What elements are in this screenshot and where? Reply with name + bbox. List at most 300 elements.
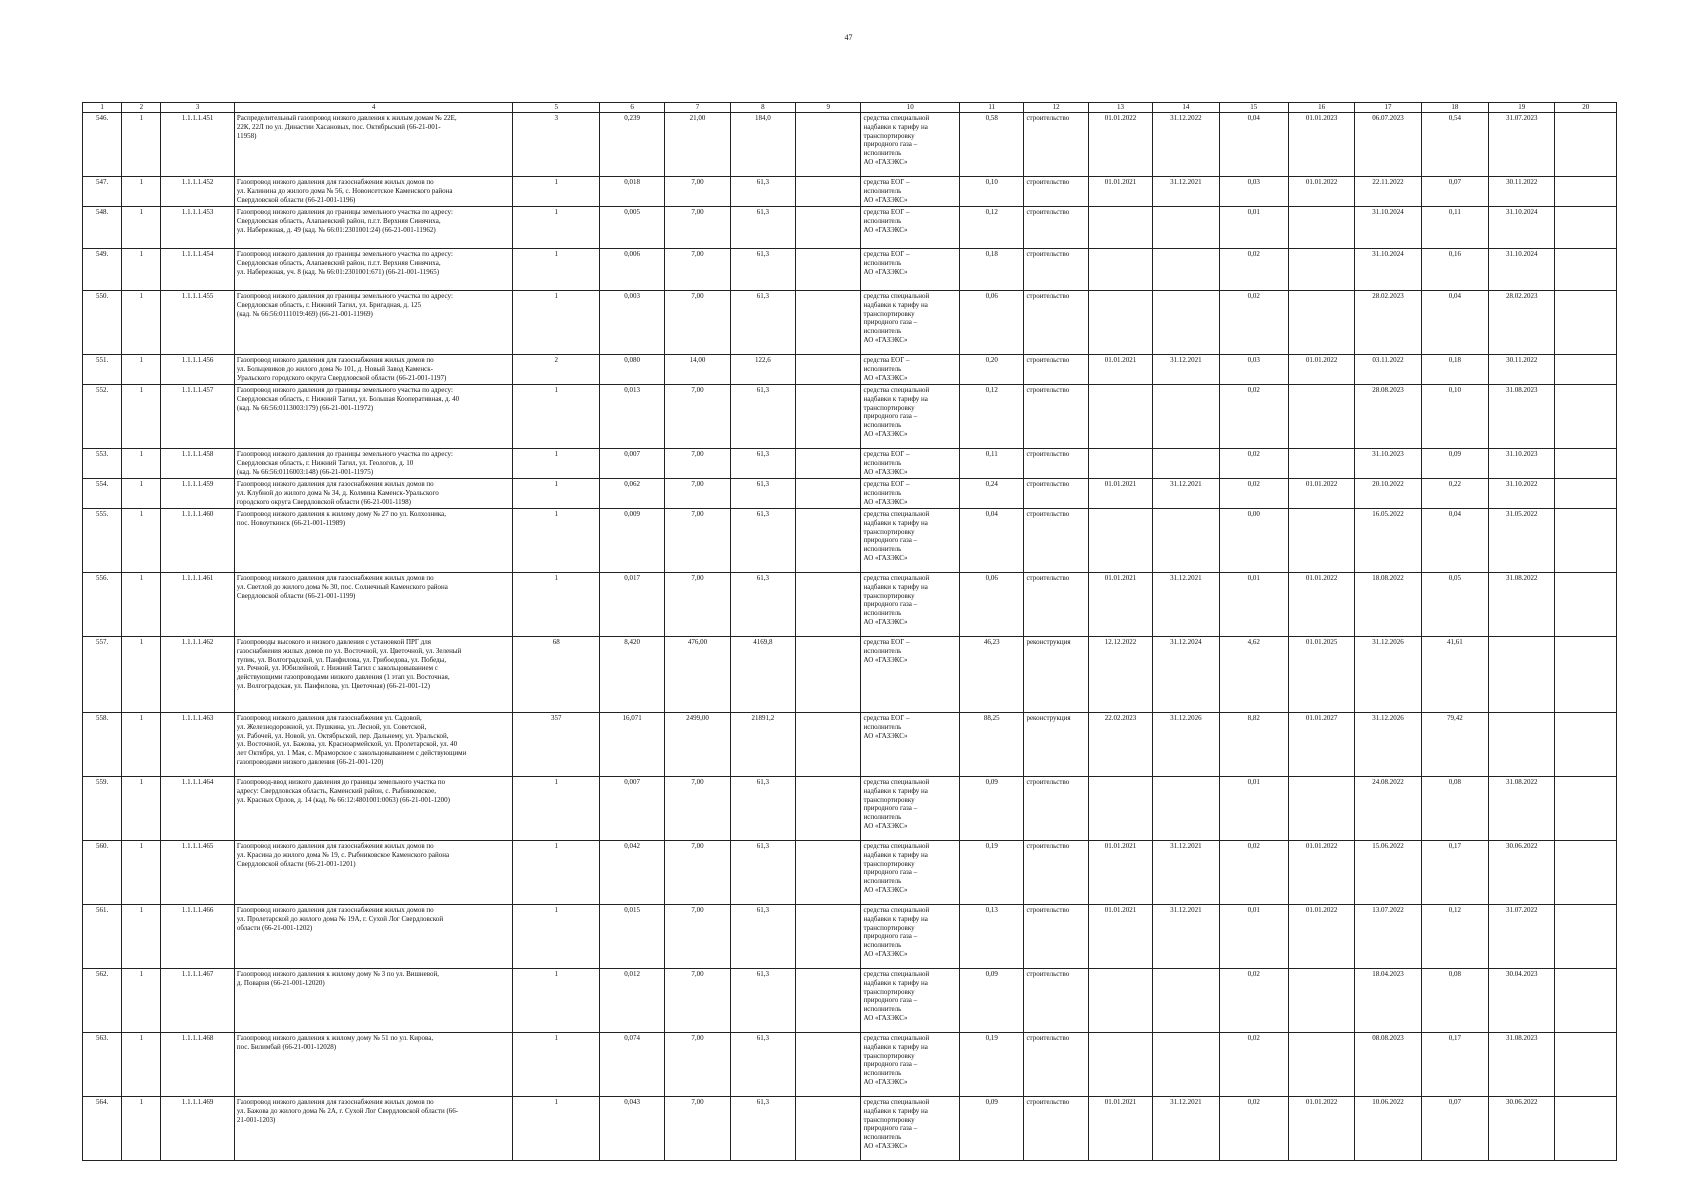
funding-source-cell: средства специальной надбавки к тарифу на транспортировку природного газа – исполнитель АО «ГАЗЭКС» — [861, 573, 960, 637]
col-5-cell: 1 — [513, 777, 600, 841]
funding-source-cell: средства ЕОГ – исполнитель АО «ГАЗЭКС» — [861, 713, 960, 777]
col-15-cell: 0,03 — [1219, 177, 1288, 207]
table-body — [83, 113, 1617, 1161]
end-date-cell: 31.12.2021 — [1153, 905, 1219, 969]
table-row — [83, 385, 1617, 449]
work-type-cell: реконструкция — [1024, 637, 1088, 713]
col-2-cell: 1 — [122, 207, 161, 249]
object-description-cell: Газопровод низкого давления для газоснабжения жилых домов по ул. Больцевиков до жилого дома № 101, д. Новый Завод Каменск- Уральского городского округа Свердловской области (66-21-001-1197) — [234, 355, 513, 385]
completion-date-cell — [1489, 713, 1555, 777]
col-2-cell: 1 — [122, 841, 161, 905]
col-7-cell: 21,00 — [665, 113, 730, 177]
start-date-cell: 01.01.2021 — [1088, 905, 1152, 969]
col-7-cell: 7,00 — [665, 905, 730, 969]
length-cell: 16,071 — [599, 713, 664, 777]
work-type-cell: строительство — [1024, 509, 1088, 573]
object-code-cell: 1.1.1.1.456 — [161, 355, 234, 385]
work-type-cell: строительство — [1024, 969, 1088, 1033]
col-9-cell — [796, 637, 861, 713]
col-9-cell — [796, 207, 861, 249]
start-date-cell — [1088, 509, 1152, 573]
object-code-cell: 1.1.1.1.468 — [161, 1033, 234, 1097]
col-8-cell: 61,3 — [730, 385, 795, 449]
col-20-cell — [1555, 573, 1617, 637]
table-row — [83, 449, 1617, 479]
col-20-cell — [1555, 1097, 1617, 1161]
col-20-cell — [1555, 713, 1617, 777]
end-date-cell — [1153, 509, 1219, 573]
col-9-cell — [796, 777, 861, 841]
col-18-cell: 0,17 — [1421, 841, 1488, 905]
col-8-cell: 61,3 — [730, 449, 795, 479]
col-7-cell: 7,00 — [665, 1033, 730, 1097]
col-7-cell: 7,00 — [665, 291, 730, 355]
object-description-cell: Газопровод низкого давления для газоснабжения ул. Садовой, ул. Железнодорожной, ул. Пушкина, ул. Лесной, ул. Советской, ул. Рабочей, ул. Новой, ул. Октябрьской, пер. Дальнему, ул. Уральской, ул. Восточной, ул. Бажова, ул. Красноармейской, ул. Пролетарской, ул. 40 лет Октября, ул. 1 Мая, с. Мраморское с закольцовыванием с действующими газопроводами низкого давления (66-21-001-120) — [234, 713, 513, 777]
row-number-cell: 554. — [83, 479, 122, 509]
table-row — [83, 479, 1617, 509]
column-number-header — [83, 103, 1617, 113]
object-description-cell: Газопровод низкого давления до границы земельного участка по адресу: Свердловская область, г. Нижний Тагил, ул. Бригадная, д. 125 (кад. № 66:56:0111019:469) (66-21-001-11969) — [234, 291, 513, 355]
col-11-cell: 0,06 — [960, 573, 1024, 637]
object-description-cell: Газопровод низкого давления до границы земельного участка по адресу: Свердловская область, Алапаевский район, п.г.т. Верхняя Синячиха, ул. Набережная, д. 49 (кад. № 66:01:2301001:24) (66-21-001-11962) — [234, 207, 513, 249]
col-11-cell: 0,24 — [960, 479, 1024, 509]
work-type-cell: строительство — [1024, 1033, 1088, 1097]
col-20-cell — [1555, 355, 1617, 385]
table-row — [83, 637, 1617, 713]
column-header-3: 3 — [161, 103, 234, 113]
col-15-cell: 0,01 — [1219, 777, 1288, 841]
start-date-cell — [1088, 385, 1152, 449]
col-9-cell — [796, 969, 861, 1033]
col-2-cell: 1 — [122, 249, 161, 291]
work-type-cell: строительство — [1024, 1097, 1088, 1161]
col-8-cell: 61,3 — [730, 207, 795, 249]
object-code-cell: 1.1.1.1.460 — [161, 509, 234, 573]
col-17-cell: 18.04.2023 — [1355, 969, 1421, 1033]
completion-date-cell: 31.10.2023 — [1489, 449, 1555, 479]
row-number-cell: 564. — [83, 1097, 122, 1161]
col-16-cell: 01.01.2022 — [1288, 573, 1354, 637]
completion-date-cell: 30.04.2023 — [1489, 969, 1555, 1033]
investment-program-table — [82, 102, 1617, 1161]
length-cell: 0,062 — [599, 479, 664, 509]
row-number-cell: 561. — [83, 905, 122, 969]
row-number-cell: 546. — [83, 113, 122, 177]
col-16-cell: 01.01.2022 — [1288, 355, 1354, 385]
col-16-cell — [1288, 777, 1354, 841]
col-5-cell: 1 — [513, 449, 600, 479]
col-2-cell: 1 — [122, 637, 161, 713]
col-18-cell: 0,05 — [1421, 573, 1488, 637]
length-cell: 0,003 — [599, 291, 664, 355]
column-header-19: 19 — [1489, 103, 1555, 113]
col-5-cell: 1 — [513, 385, 600, 449]
start-date-cell: 12.12.2022 — [1088, 637, 1152, 713]
col-7-cell: 7,00 — [665, 449, 730, 479]
col-18-cell: 0,07 — [1421, 177, 1488, 207]
work-type-cell: строительство — [1024, 249, 1088, 291]
col-17-cell: 03.11.2022 — [1355, 355, 1421, 385]
col-15-cell: 0,01 — [1219, 207, 1288, 249]
col-9-cell — [796, 449, 861, 479]
funding-source-cell: средства специальной надбавки к тарифу на транспортировку природного газа – исполнитель АО «ГАЗЭКС» — [861, 969, 960, 1033]
col-8-cell: 61,3 — [730, 841, 795, 905]
object-code-cell: 1.1.1.1.467 — [161, 969, 234, 1033]
col-17-cell: 31.10.2023 — [1355, 449, 1421, 479]
length-cell: 0,015 — [599, 905, 664, 969]
object-code-cell: 1.1.1.1.453 — [161, 207, 234, 249]
col-7-cell: 2499,00 — [665, 713, 730, 777]
object-description-cell: Газопровод низкого давления для газоснабжения жилых домов по ул. Красина до жилого дома № 19, с. Рыбниковское Каменского района Свердловской области (66-21-001-1201) — [234, 841, 513, 905]
col-9-cell — [796, 905, 861, 969]
col-7-cell: 7,00 — [665, 573, 730, 637]
col-9-cell — [796, 573, 861, 637]
object-code-cell: 1.1.1.1.455 — [161, 291, 234, 355]
col-2-cell: 1 — [122, 905, 161, 969]
col-9-cell — [796, 1033, 861, 1097]
end-date-cell: 31.12.2021 — [1153, 841, 1219, 905]
col-17-cell: 22.11.2022 — [1355, 177, 1421, 207]
length-cell: 0,007 — [599, 777, 664, 841]
start-date-cell: 01.01.2021 — [1088, 355, 1152, 385]
col-5-cell: 1 — [513, 969, 600, 1033]
column-header-15: 15 — [1219, 103, 1288, 113]
col-20-cell — [1555, 177, 1617, 207]
funding-source-cell: средства специальной надбавки к тарифу на транспортировку природного газа – исполнитель АО «ГАЗЭКС» — [861, 291, 960, 355]
col-20-cell — [1555, 207, 1617, 249]
col-17-cell: 28.02.2023 — [1355, 291, 1421, 355]
table-row — [83, 969, 1617, 1033]
length-cell: 0,042 — [599, 841, 664, 905]
start-date-cell — [1088, 777, 1152, 841]
col-16-cell — [1288, 1033, 1354, 1097]
start-date-cell — [1088, 249, 1152, 291]
col-8-cell: 61,3 — [730, 479, 795, 509]
col-17-cell: 18.08.2022 — [1355, 573, 1421, 637]
length-cell: 0,013 — [599, 385, 664, 449]
row-number-cell: 553. — [83, 449, 122, 479]
col-20-cell — [1555, 249, 1617, 291]
col-18-cell: 0,04 — [1421, 291, 1488, 355]
col-15-cell: 4,62 — [1219, 637, 1288, 713]
col-15-cell: 0,01 — [1219, 573, 1288, 637]
col-11-cell: 0,58 — [960, 113, 1024, 177]
col-16-cell: 01.01.2023 — [1288, 113, 1354, 177]
funding-source-cell: средства ЕОГ – исполнитель АО «ГАЗЭКС» — [861, 449, 960, 479]
row-number-cell: 563. — [83, 1033, 122, 1097]
col-17-cell: 31.12.2026 — [1355, 713, 1421, 777]
col-5-cell: 1 — [513, 573, 600, 637]
object-code-cell: 1.1.1.1.454 — [161, 249, 234, 291]
col-11-cell: 0,12 — [960, 385, 1024, 449]
col-11-cell: 0,10 — [960, 177, 1024, 207]
col-2-cell: 1 — [122, 713, 161, 777]
col-9-cell — [796, 713, 861, 777]
col-7-cell: 7,00 — [665, 249, 730, 291]
length-cell: 0,017 — [599, 573, 664, 637]
start-date-cell: 01.01.2021 — [1088, 1097, 1152, 1161]
col-8-cell: 61,3 — [730, 291, 795, 355]
table-row — [83, 777, 1617, 841]
table-row — [83, 573, 1617, 637]
col-15-cell: 0,01 — [1219, 905, 1288, 969]
col-16-cell — [1288, 509, 1354, 573]
column-header-4: 4 — [234, 103, 513, 113]
work-type-cell: строительство — [1024, 177, 1088, 207]
end-date-cell: 31.12.2026 — [1153, 713, 1219, 777]
funding-source-cell: средства специальной надбавки к тарифу на транспортировку природного газа – исполнитель АО «ГАЗЭКС» — [861, 385, 960, 449]
completion-date-cell: 28.02.2023 — [1489, 291, 1555, 355]
column-header-17: 17 — [1355, 103, 1421, 113]
col-20-cell — [1555, 1033, 1617, 1097]
col-16-cell — [1288, 385, 1354, 449]
column-header-9: 9 — [796, 103, 861, 113]
column-header-7: 7 — [665, 103, 730, 113]
col-2-cell: 1 — [122, 449, 161, 479]
start-date-cell: 01.01.2021 — [1088, 177, 1152, 207]
object-description-cell: Газопровод низкого давления до границы земельного участка по адресу: Свердловская область, г. Нижний Тагил, ул. Геологов, д. 10 (кад. № 66:56:0116003:148) (66-21-001-11975) — [234, 449, 513, 479]
col-16-cell — [1288, 291, 1354, 355]
column-header-14: 14 — [1153, 103, 1219, 113]
col-11-cell: 0,06 — [960, 291, 1024, 355]
col-18-cell: 0,07 — [1421, 1097, 1488, 1161]
object-code-cell: 1.1.1.1.462 — [161, 637, 234, 713]
col-17-cell: 31.12.2026 — [1355, 637, 1421, 713]
completion-date-cell: 31.10.2024 — [1489, 249, 1555, 291]
col-7-cell: 7,00 — [665, 177, 730, 207]
col-16-cell — [1288, 449, 1354, 479]
funding-source-cell: средства ЕОГ – исполнитель АО «ГАЗЭКС» — [861, 637, 960, 713]
table-row — [83, 249, 1617, 291]
col-18-cell: 0,12 — [1421, 905, 1488, 969]
object-code-cell: 1.1.1.1.465 — [161, 841, 234, 905]
col-8-cell: 61,3 — [730, 1097, 795, 1161]
object-description-cell: Газопровод низкого давления к жилому дому № 27 по ул. Колхозника, пос. Новоуткинск (66-21-001-11989) — [234, 509, 513, 573]
start-date-cell: 22.02.2023 — [1088, 713, 1152, 777]
end-date-cell — [1153, 777, 1219, 841]
page-number: 47 — [844, 33, 853, 42]
col-2-cell: 1 — [122, 1033, 161, 1097]
object-code-cell: 1.1.1.1.457 — [161, 385, 234, 449]
col-2-cell: 1 — [122, 777, 161, 841]
col-17-cell: 13.07.2022 — [1355, 905, 1421, 969]
col-7-cell: 7,00 — [665, 841, 730, 905]
col-15-cell: 0,02 — [1219, 449, 1288, 479]
completion-date-cell: 31.10.2022 — [1489, 479, 1555, 509]
col-7-cell: 14,00 — [665, 355, 730, 385]
col-11-cell: 0,19 — [960, 1033, 1024, 1097]
col-15-cell: 0,04 — [1219, 113, 1288, 177]
col-5-cell: 1 — [513, 479, 600, 509]
completion-date-cell: 30.11.2022 — [1489, 355, 1555, 385]
col-11-cell: 0,20 — [960, 355, 1024, 385]
length-cell: 0,080 — [599, 355, 664, 385]
col-15-cell: 0,02 — [1219, 841, 1288, 905]
table-row — [83, 355, 1617, 385]
col-20-cell — [1555, 969, 1617, 1033]
col-9-cell — [796, 479, 861, 509]
end-date-cell: 31.12.2024 — [1153, 637, 1219, 713]
col-5-cell: 1 — [513, 509, 600, 573]
col-17-cell: 31.10.2024 — [1355, 207, 1421, 249]
col-11-cell: 0,19 — [960, 841, 1024, 905]
col-5-cell: 3 — [513, 113, 600, 177]
col-17-cell: 08.08.2023 — [1355, 1033, 1421, 1097]
start-date-cell — [1088, 1033, 1152, 1097]
end-date-cell: 31.12.2021 — [1153, 355, 1219, 385]
end-date-cell — [1153, 249, 1219, 291]
col-2-cell: 1 — [122, 291, 161, 355]
col-2-cell: 1 — [122, 573, 161, 637]
end-date-cell — [1153, 385, 1219, 449]
col-2-cell: 1 — [122, 479, 161, 509]
work-type-cell: реконструкция — [1024, 713, 1088, 777]
end-date-cell — [1153, 449, 1219, 479]
row-number-cell: 551. — [83, 355, 122, 385]
col-18-cell: 41,61 — [1421, 637, 1488, 713]
column-header-13: 13 — [1088, 103, 1152, 113]
start-date-cell — [1088, 449, 1152, 479]
completion-date-cell: 31.05.2022 — [1489, 509, 1555, 573]
object-description-cell: Газопровод низкого давления к жилому дому № 3 по ул. Вишневой, д. Поварня (66-21-001-12020) — [234, 969, 513, 1033]
table-row — [83, 177, 1617, 207]
col-9-cell — [796, 841, 861, 905]
col-20-cell — [1555, 449, 1617, 479]
length-cell: 8,420 — [599, 637, 664, 713]
col-17-cell: 10.06.2022 — [1355, 1097, 1421, 1161]
col-5-cell: 1 — [513, 207, 600, 249]
end-date-cell — [1153, 969, 1219, 1033]
funding-source-cell: средства специальной надбавки к тарифу на транспортировку природного газа – исполнитель АО «ГАЗЭКС» — [861, 509, 960, 573]
start-date-cell: 01.01.2021 — [1088, 841, 1152, 905]
funding-source-cell: средства специальной надбавки к тарифу на транспортировку природного газа – исполнитель АО «ГАЗЭКС» — [861, 1097, 960, 1161]
end-date-cell — [1153, 1033, 1219, 1097]
table-row — [83, 1033, 1617, 1097]
funding-source-cell: средства специальной надбавки к тарифу на транспортировку природного газа – исполнитель АО «ГАЗЭКС» — [861, 777, 960, 841]
col-16-cell: 01.01.2022 — [1288, 1097, 1354, 1161]
length-cell: 0,239 — [599, 113, 664, 177]
col-2-cell: 1 — [122, 509, 161, 573]
col-7-cell: 7,00 — [665, 207, 730, 249]
col-8-cell: 61,3 — [730, 777, 795, 841]
funding-source-cell: средства ЕОГ – исполнитель АО «ГАЗЭКС» — [861, 479, 960, 509]
col-11-cell: 0,13 — [960, 905, 1024, 969]
column-header-20: 20 — [1555, 103, 1617, 113]
col-16-cell — [1288, 249, 1354, 291]
col-15-cell: 0,03 — [1219, 355, 1288, 385]
length-cell: 0,009 — [599, 509, 664, 573]
col-15-cell: 0,02 — [1219, 1097, 1288, 1161]
funding-source-cell: средства ЕОГ – исполнитель АО «ГАЗЭКС» — [861, 177, 960, 207]
object-description-cell: Газопровод низкого давления для газоснабжения жилых домов по ул. Калинина до жилого дома № 56, с. Новоисетское Каменского района Свердловской области (66-21-001-1196) — [234, 177, 513, 207]
col-2-cell: 1 — [122, 969, 161, 1033]
start-date-cell: 01.01.2021 — [1088, 479, 1152, 509]
col-17-cell: 24.08.2022 — [1355, 777, 1421, 841]
col-5-cell: 68 — [513, 637, 600, 713]
column-header-1: 1 — [83, 103, 122, 113]
col-20-cell — [1555, 479, 1617, 509]
start-date-cell: 01.01.2022 — [1088, 113, 1152, 177]
col-11-cell: 0,04 — [960, 509, 1024, 573]
row-number-cell: 562. — [83, 969, 122, 1033]
end-date-cell: 31.12.2021 — [1153, 177, 1219, 207]
work-type-cell: строительство — [1024, 207, 1088, 249]
column-header-11: 11 — [960, 103, 1024, 113]
funding-source-cell: средства специальной надбавки к тарифу на транспортировку природного газа – исполнитель АО «ГАЗЭКС» — [861, 841, 960, 905]
col-9-cell — [796, 113, 861, 177]
work-type-cell: строительство — [1024, 905, 1088, 969]
column-header-16: 16 — [1288, 103, 1354, 113]
col-15-cell: 0,02 — [1219, 969, 1288, 1033]
col-5-cell: 357 — [513, 713, 600, 777]
col-9-cell — [796, 509, 861, 573]
col-20-cell — [1555, 385, 1617, 449]
length-cell: 0,006 — [599, 249, 664, 291]
work-type-cell: строительство — [1024, 385, 1088, 449]
col-18-cell: 0,04 — [1421, 509, 1488, 573]
col-7-cell: 7,00 — [665, 385, 730, 449]
col-8-cell: 61,3 — [730, 1033, 795, 1097]
completion-date-cell: 31.07.2022 — [1489, 905, 1555, 969]
col-2-cell: 1 — [122, 385, 161, 449]
row-number-cell: 559. — [83, 777, 122, 841]
object-code-cell: 1.1.1.1.458 — [161, 449, 234, 479]
column-header-8: 8 — [730, 103, 795, 113]
table-row — [83, 113, 1617, 177]
work-type-cell: строительство — [1024, 479, 1088, 509]
col-15-cell: 0,02 — [1219, 1033, 1288, 1097]
completion-date-cell: 31.08.2022 — [1489, 777, 1555, 841]
col-15-cell: 0,02 — [1219, 385, 1288, 449]
object-code-cell: 1.1.1.1.469 — [161, 1097, 234, 1161]
col-17-cell: 31.10.2024 — [1355, 249, 1421, 291]
col-5-cell: 1 — [513, 1033, 600, 1097]
col-17-cell: 28.08.2023 — [1355, 385, 1421, 449]
object-code-cell: 1.1.1.1.461 — [161, 573, 234, 637]
col-8-cell: 61,3 — [730, 969, 795, 1033]
col-8-cell: 21891,2 — [730, 713, 795, 777]
work-type-cell: строительство — [1024, 113, 1088, 177]
col-11-cell: 88,25 — [960, 713, 1024, 777]
table-row — [83, 1097, 1617, 1161]
object-description-cell: Распределительный газопровод низкого давления к жилым домам № 22Е, 22К, 22Л по ул. Династии Хасановых, пос. Октябрьский (66-21-001- 11958) — [234, 113, 513, 177]
length-cell: 0,043 — [599, 1097, 664, 1161]
col-16-cell: 01.01.2022 — [1288, 841, 1354, 905]
column-header-5: 5 — [513, 103, 600, 113]
object-description-cell: Газопровод низкого давления до границы земельного участка по адресу: Свердловская область, Алапаевский район, п.г.т. Верхняя Синячиха, ул. Набережная, уч. 8 (кад. № 66:01:2301001:671) (66-21-001-11965) — [234, 249, 513, 291]
col-16-cell — [1288, 969, 1354, 1033]
object-description-cell: Газопроводы высокого и низкого давления с установкой ПРГ для газоснабжения жилых домов по ул. Восточной, ул. Цветочной, ул. Зеленый тупик, ул. Волгоградской, ул. Панфилова, ул. Грибоедова, ул. Победы, ул. Речной, ул. Юбилейной, г. Нижний Тагил с закольцовыванием с действующими газопроводами низкого давления (1 этап ул. Восточная, ул. Волгоградская, ул. Панфилова, ул. Цветочная) (66-21-001-12) — [234, 637, 513, 713]
col-8-cell: 61,3 — [730, 177, 795, 207]
column-header-18: 18 — [1421, 103, 1488, 113]
col-11-cell: 0,11 — [960, 449, 1024, 479]
col-20-cell — [1555, 509, 1617, 573]
col-18-cell: 0,22 — [1421, 479, 1488, 509]
row-number-cell: 558. — [83, 713, 122, 777]
col-17-cell: 15.06.2022 — [1355, 841, 1421, 905]
length-cell: 0,005 — [599, 207, 664, 249]
work-type-cell: строительство — [1024, 355, 1088, 385]
col-20-cell — [1555, 777, 1617, 841]
col-17-cell: 16.05.2022 — [1355, 509, 1421, 573]
completion-date-cell — [1489, 637, 1555, 713]
col-16-cell: 01.01.2022 — [1288, 905, 1354, 969]
work-type-cell: строительство — [1024, 573, 1088, 637]
row-number-cell: 549. — [83, 249, 122, 291]
col-15-cell: 0,02 — [1219, 291, 1288, 355]
completion-date-cell: 30.06.2022 — [1489, 841, 1555, 905]
length-cell: 0,007 — [599, 449, 664, 479]
